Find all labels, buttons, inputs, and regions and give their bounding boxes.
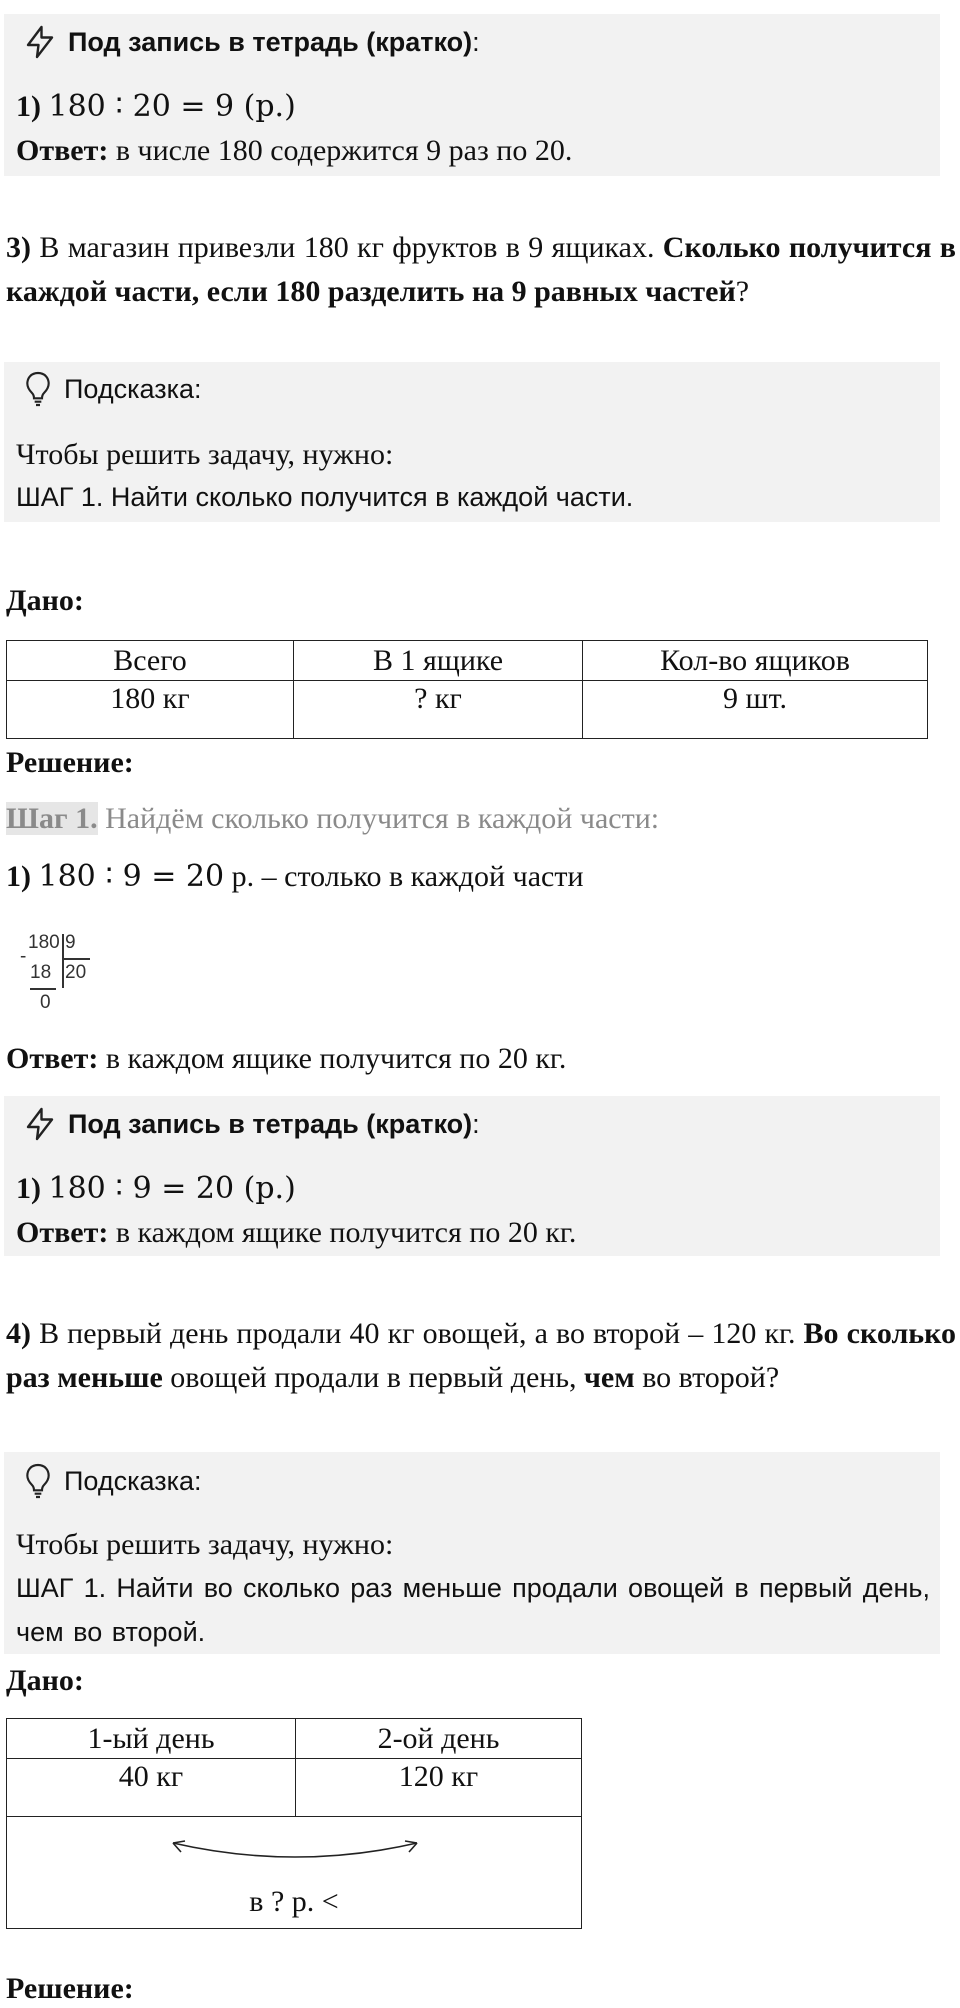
lightning-icon — [22, 24, 58, 60]
table-header: 1-ый день — [7, 1719, 296, 1759]
hint-step: ШАГ 1. Найти сколько получится в каждой части. — [16, 482, 634, 512]
table-header: Всего — [7, 641, 294, 681]
solution-step: Шаг 1. Найдём сколько получится в каждой части: — [6, 802, 660, 835]
comparison-label: в ? р. < — [249, 1885, 339, 1918]
lightbulb-icon — [22, 370, 54, 408]
table-header: 2-ой день — [296, 1719, 582, 1759]
table-cell: ? кг — [294, 681, 583, 739]
notebook-box-1 — [4, 14, 940, 176]
table-cell: 9 шт. — [583, 681, 928, 739]
given-label: Дано: — [6, 584, 84, 617]
table-cell: 40 кг — [7, 1759, 296, 1817]
hint-line: Чтобы решить задачу, нужно: — [16, 1528, 394, 1561]
notebook-box-header: Под запись в тетрадь (кратко): — [22, 1106, 480, 1142]
hint-step: ШАГ 1. Найти во сколько раз меньше продали овощей в первый день, чем во второй. — [16, 1573, 930, 1647]
solution-equation: 1) 180 ∶ 9 = 20 р. – столько в каждой части — [6, 859, 584, 894]
box-title: Под запись в тетрадь (кратко) — [68, 1108, 473, 1139]
table-row — [7, 681, 928, 739]
long-division: 180 9 - 18 20 0 — [18, 932, 98, 1022]
comparison-cell — [7, 1817, 582, 1929]
given-label: Дано: — [6, 1664, 84, 1697]
table-row — [7, 1719, 582, 1759]
table-cell: 120 кг — [296, 1759, 582, 1817]
comparison-arrow — [165, 1823, 425, 1863]
solution-label: Решение: — [6, 1972, 134, 2005]
box-equation: 1) 180 ∶ 20 = 9 (р.) — [16, 89, 296, 124]
box-answer: Ответ: в числе 180 содержится 9 раз по 20. — [16, 134, 573, 167]
lightning-icon — [22, 1106, 58, 1142]
step-label: Шаг 1. — [6, 802, 98, 835]
box-equation: 1) 180 ∶ 9 = 20 (р.) — [16, 1171, 296, 1206]
notebook-box-2 — [4, 1096, 940, 1256]
table-row — [7, 1759, 582, 1817]
given-table-1 — [6, 640, 928, 739]
lightbulb-icon — [22, 1462, 54, 1500]
hint-header — [22, 370, 202, 408]
table-row — [7, 641, 928, 681]
task-4-text: 4) В первый день продали 40 кг овощей, а во второй – 120 кг. Во сколько раз меньше овощей продали в первый день, чем во второй? — [6, 1317, 957, 1394]
hint-title: Подсказка: — [64, 1465, 202, 1496]
notebook-box-header: Под запись в тетрадь (кратко): — [22, 24, 480, 60]
box-title: Под запись в тетрадь (кратко) — [68, 26, 473, 57]
table-cell: 180 кг — [7, 681, 294, 739]
task-3-text: 3) В магазин привезли 180 кг фруктов в 9 ящиках. Сколько получится в каждой части, если 180 разделить на 9 равных частей? — [6, 231, 956, 308]
solution-answer: Ответ: в каждом ящике получится по 20 кг. — [6, 1042, 567, 1075]
table-header: Кол-во ящиков — [583, 641, 928, 681]
solution-label: Решение: — [6, 746, 134, 779]
hint-title: Подсказка: — [64, 373, 202, 404]
box-answer: Ответ: в каждом ящике получится по 20 кг. — [16, 1216, 577, 1249]
table-header: В 1 ящике — [294, 641, 583, 681]
hint-box-1 — [4, 362, 940, 522]
given-table-2 — [6, 1718, 582, 1929]
hint-box-2 — [4, 1452, 940, 1654]
hint-line: Чтобы решить задачу, нужно: — [16, 438, 394, 471]
table-row — [7, 1817, 582, 1929]
hint-header — [22, 1462, 202, 1500]
